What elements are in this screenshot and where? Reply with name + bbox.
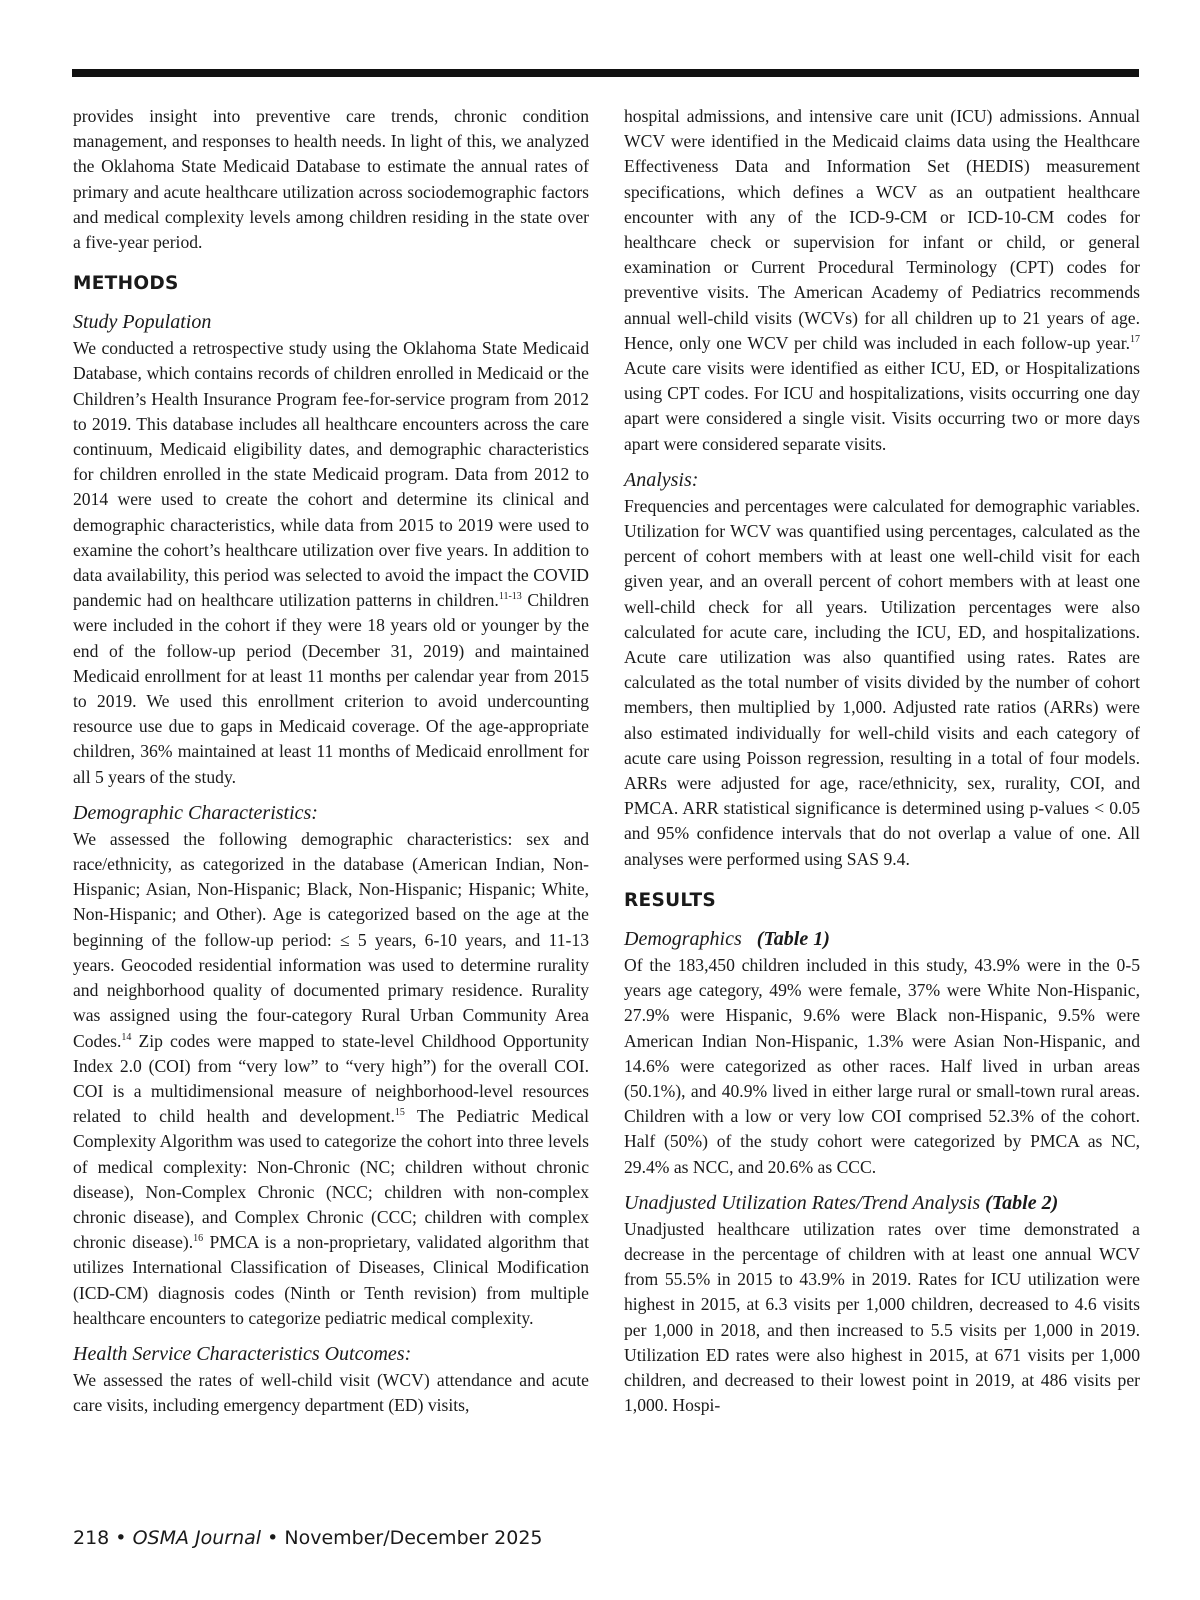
table-reference: (Table 1) — [756, 927, 830, 950]
unadjusted-utilization-heading: Unadjusted Utilization Rates/Trend Analysis (Table 2) — [624, 1191, 1059, 1214]
demographics-heading: Demographics (Table 1) — [624, 927, 830, 950]
citation: 14 — [121, 1031, 132, 1043]
page-number: 218 — [73, 1527, 110, 1549]
analysis-paragraph: Frequencies and percentages were calculated for demographic variables. Utilization for WCV was quantified using percentages, calculated as the percent of cohort members with at least one well-child visit for each given year, and an overall percent of cohort members with at least one well-child check for all years. Utilization percentages were also calculated for acute care, including the ICU, ED, and hospitalizations. Acute care utilization was also quantified using rates. Rates are calculated as the total number of visits divided by the number of cohort members, then multiplied by 1,000. Adjusted rate ratios (ARRs) were also estimated individually for well-child visits and each category of acute care using Poisson regression, resulting in a total of four models. ARRs were adjusted for age, race/ethnicity, sex, rurality, COI, and PMCA. ARR statistical significance is determined using p-values < 0.05 and 95% confidence intervals that do not overlap a value of one. All analyses were performed using SAS 9.4. — [624, 495, 1140, 869]
analysis-heading: Analysis: — [624, 468, 699, 491]
study-population-paragraph: We conducted a retrospective study using the Oklahoma State Medicaid Database, which contains records of children enrolled in Medicaid or the Children’s Health Insurance Program fee-for-service program from 2012 to 2019. This database includes all healthcare encounters across the care continuum, Medicaid eligibility dates, and demographic characteristics for children enrolled in the state Medicaid program. Data from 2012 to 2014 were used to create the cohort and determine its clinical and demographic characteristics, while data from 2015 to 2019 were used to examine the cohort’s healthcare utilization over five years. In addition to data availability, this period was selected to avoid the impact the COVID pandemic had on healthcare utilization patterns in children.$^{11-13}$ Children were included in the cohort if they were 18 years old or younger by the end of the follow-up period (December 31, 2019) and maintained Medicaid enrollment for at least 11 months per calendar year from 2015 to 2019. We used this enrollment criterion to avoid undercounting resource use due to gaps in Medicaid coverage. Of the age-appropriate children, 36% maintained at least 11 months of Medicaid enrollment for all 5 years of the study. — [73, 338, 589, 787]
citation: 16 — [193, 1233, 204, 1245]
left-column — [73, 104, 589, 1418]
demographic-characteristics-paragraph: We assessed the following demographic characteristics: sex and race/ethnicity, as categorized in the database (American Indian, Non-Hispanic; Asian, Non-Hispanic; Black, Non-Hispanic; Hispanic; White, Non-Hispanic; and Other). Age is categorized based on the age at the beginning of the follow-up period: ≤ 5 years, 6-10 years, and 11-13 years. Geocoded residential information was used to determine rurality and neighborhood quality of documented primary residence. Rurality was assigned using the four-category Rural Urban Community Area Codes.$^{14}$ Zip codes were mapped to state-level Childhood Opportunity Index 2.0 (COI) from “very low” to “very high”) for the overall COI. COI is a multidimensional measure of neighborhood-level resources related to child health and development.$^{15}$ The Pediatric Medical Complexity Algorithm was used to categorize the cohort into three levels of medical complexity: Non-Chronic (NC; children without chronic disease), Non-Complex Chronic (NCC; children with non-complex chronic disease), and Complex Chronic (CCC; children with complex chronic disease).$^{16}$ PMCA is a non-proprietary, validated algorithm that utilizes International Classification of Diseases, Clinical Modification (ICD-CM) diagnosis codes (Ninth or Tenth revision) from multiple healthcare encounters to categorize pediatric medical complexity. — [73, 828, 589, 1328]
top-rule — [72, 69, 1139, 77]
health-service-heading: Health Service Characteristics Outcomes: — [73, 1342, 412, 1365]
demographics-paragraph: Of the 183,450 children included in this study, 43.9% were in the 0-5 years age category, 49% were female, 37% were White Non-Hispanic, 27.9% were Hispanic, 9.6% were Black non-Hispanic, 9.5% were American Indian Non-Hispanic, 1.3% were Asian Non-Hispanic, and 14.6% were categorized as other races. Half lived in urban areas (50.1%), and 40.9% lived in either large rural or small-town rural areas. Children with a low or very low COI comprised 52.3% of the cohort. Half (50%) of the study cohort were categorized by PMCA as NC, 29.4% as NCC, and 20.6% as CCC. — [624, 954, 1140, 1177]
issue-date: November/December 2025 — [284, 1527, 543, 1549]
unadjusted-utilization-paragraph: Unadjusted healthcare utilization rates over time demonstrated a decrease in the percentage of children with at least one annual WCV from 55.5% in 2015 to 43.9% in 2019. Rates for ICU utilization were highest in 2015, at 6.3 visits per 1,000 children, decreased to 4.6 visits per 1,000 in 2018, and then increased to 5.5 visits per 1,000 in 2019. Utilization ED rates were also highest in 2015, at 671 visits per 1,000 children, and decreased to their lowest point in 2019, at 486 visits per 1,000. Hospi- — [624, 1218, 1140, 1416]
journal-name: OSMA Journal — [132, 1527, 262, 1549]
study-population-heading: Study Population — [73, 311, 212, 334]
intro-paragraph: provides insight into preventive care trends, chronic condition management, and responses to health needs. In light of this, we analyzed the Oklahoma State Medicaid Database to estimate the annual rates of primary and acute healthcare utilization across sociodemographic factors and medical complexity levels among children residing in the state over a five-year period. — [73, 106, 589, 253]
page-footer: 218 • OSMA Journal • November/December 2025 — [73, 1527, 543, 1549]
citation: 17 — [1130, 333, 1140, 345]
results-heading: RESULTS — [624, 889, 716, 911]
table-reference: (Table 2) — [985, 1191, 1059, 1214]
citation: 11-13 — [498, 591, 522, 603]
citation: 15 — [394, 1107, 405, 1119]
methods-heading: METHODS — [73, 273, 179, 295]
demographic-characteristics-heading: Demographic Characteristics: — [73, 801, 318, 824]
outcomes-continuation-paragraph: hospital admissions, and intensive care unit (ICU) admissions. Annual WCV were identified in the Medicaid claims data using the Healthcare Effectiveness Data and Information Set (HEDIS) measurement specifications, which defines a WCV as an outpatient healthcare encounter with any of the ICD-9-CM or ICD-10-CM codes for healthcare check or supervision for infant or child, or general examination or Current Procedural Terminology (CPT) codes for preventive visits. The American Academy of Pediatrics recommends annual well-child visits (WCVs) for all children up to 21 years of age. Hence, only one WCV per child was included in each follow-up year.$^{17}$ Acute care visits were identified as either ICU, ED, or Hospitalizations using CPT codes. For ICU and hospitalizations, visits occurring one day apart were considered a single visit. Visits occurring two or more days apart were considered separate visits. — [624, 106, 1140, 454]
health-service-paragraph: We assessed the rates of well-child visit (WCV) attendance and acute care visits, including emergency department (ED) visits, — [73, 1369, 589, 1416]
right-column — [624, 104, 1140, 1418]
